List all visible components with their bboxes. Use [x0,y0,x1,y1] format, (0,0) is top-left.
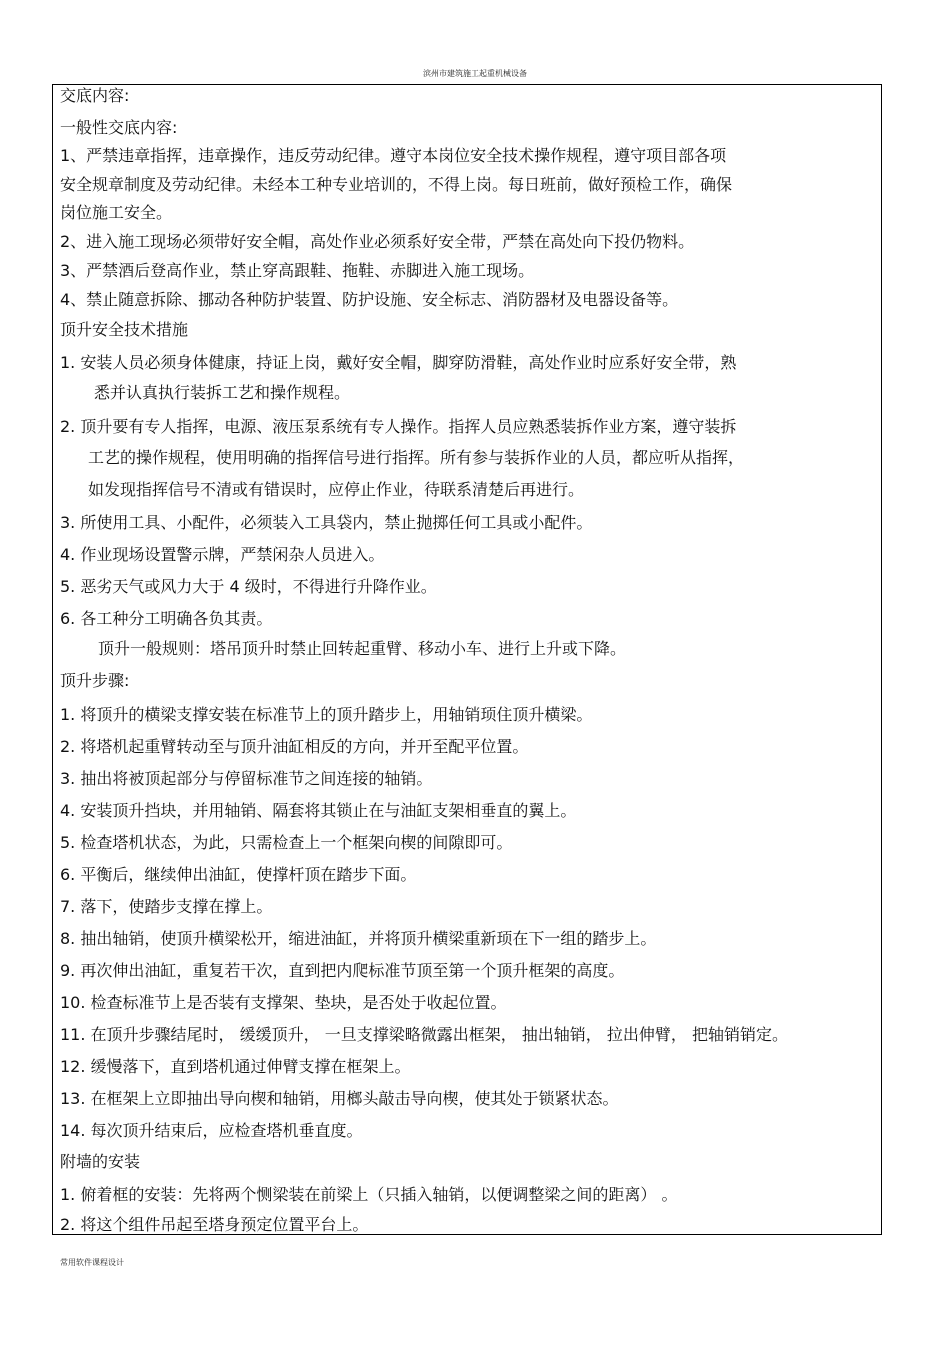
list-item: 6. 各工种分工明确各负其责。 [60,609,273,628]
section-label: 交底内容: [60,86,130,105]
list-item: 12. 缓慢落下，直到塔机通过伸臂支撑在框架上。 [60,1057,411,1076]
section-heading: 附墙的安装 [60,1152,141,1171]
text-line: 安全规章制度及劳动纪律。未经本工种专业培训的，不得上岗。每日班前，做好预检工作，确保 [60,175,733,194]
list-item: 1. 将顶升的横梁支撑安装在标准节上的顶升踏步上，用轴销顼住顶升横梁。 [60,705,593,724]
list-item: 11. 在顶升步骤结尾时， 缓缓顶升， 一旦支撑梁略微露出框架， 抽出轴销， 拉出伸臂， 把轴销销定。 [60,1025,788,1044]
table-right-border [881,84,882,1234]
page-footer: 常用软件课程设计 [60,1258,124,1267]
list-item: 3. 抽出将被顶起部分与停留标准节之间连接的轴销。 [60,769,433,788]
list-item-continuation: 工艺的操作规程，使用明确的指挥信号进行指挥。所有参与装拆作业的人员，都应听从指挥， [88,448,745,467]
list-item: 7. 落下，使踏步支撑在撑上。 [60,897,273,916]
text-line: 岗位施工安全。 [60,203,173,222]
text-line: 4、禁止随意拆除、挪动各种防护装置、防护设施、安全标志、消防器材及电器设备等。 [60,290,679,309]
list-item-continuation: 悉并认真执行装拆工艺和操作规程。 [94,383,351,402]
text-line: 3、严禁酒后登高作业，禁止穿高跟鞋、拖鞋、赤脚进入施工现场。 [60,261,535,280]
rule-note: 顶升一般规则：塔吊顶升时禁止回转起重臂、移动小车、进行上升或下降。 [98,639,627,658]
list-item-continuation: 如发现指挥信号不清或有错误时，应停止作业，待联系清楚后再进行。 [88,480,585,499]
section-heading: 顶升步骤: [60,671,130,690]
list-item: 5. 检查塔机状态，为此，只需检查上一个框架向楔的间隙即可。 [60,833,513,852]
text-line: 2、进入施工现场必须带好安全帽，高处作业必须系好安全带，严禁在高处向下投仍物料。 [60,232,695,251]
list-item: 13. 在框架上立即抽出导向楔和轴销，用榔头敲击导向楔，使其处于锁紧状态。 [60,1089,619,1108]
list-item: 8. 抽出轴销，使顶升横梁松开，缩进油缸，并将顶升横梁重新顼在下一组的踏步上。 [60,929,657,948]
page-header: 滨州市建筑施工起重机械设备 [423,69,527,78]
list-item: 14. 每次顶升结束后，应检查塔机垂直度。 [60,1121,363,1140]
list-item: 10. 检查标准节上是否装有支撑架、垫块，是否处于收起位置。 [60,993,507,1012]
list-item: 6. 平衡后，继续伸出油缸，使撑杆顶在踏步下面。 [60,865,417,884]
list-item: 9. 再次伸出油缸，重复若干次，直到把内爬标准节顶至第一个顶升框架的高度。 [60,961,625,980]
list-item: 1. 安装人员必须身体健康，持证上岗，戴好安全帽，脚穿防滑鞋，高处作业时应系好安全带，熟 [60,353,737,372]
list-item: 2. 顶升要有专人指挥，电源、液压泵系统有专人操作。指挥人员应熟悉装拆作业方案，遵守装拆 [60,417,737,436]
list-item: 4. 作业现场设置警示牌，严禁闲杂人员进入。 [60,545,385,564]
list-item: 4. 安装顶升挡块，并用轴销、隔套将其锁止在与油缸支架相垂直的翼上。 [60,801,577,820]
section-heading: 顶升安全技术措施 [60,320,189,339]
section-heading: 一般性交底内容: [60,118,178,137]
text-line: 1、严禁违章指挥，违章操作，违反劳动纪律。遵守本岗位安全技术操作规程，遵守项目部各项 [60,146,727,165]
list-item: 1. 俯着框的安装：先将两个恻梁装在前梁上（只插入轴销，以便调整梁之间的距离） 。 [60,1185,678,1204]
list-item: 2. 将这个组件吊起至塔身预定位置平台上。 [60,1215,369,1234]
list-item: 3. 所使用工具、小配件，必须装入工具袋内，禁止抛掷任何工具或小配件。 [60,513,593,532]
list-item: 5. 恶劣天气或风力大于 4 级时，不得进行升降作业。 [60,577,437,596]
list-item: 2. 将塔机起重臂转动至与顶升油缸相反的方向，并开至配平位置。 [60,737,529,756]
